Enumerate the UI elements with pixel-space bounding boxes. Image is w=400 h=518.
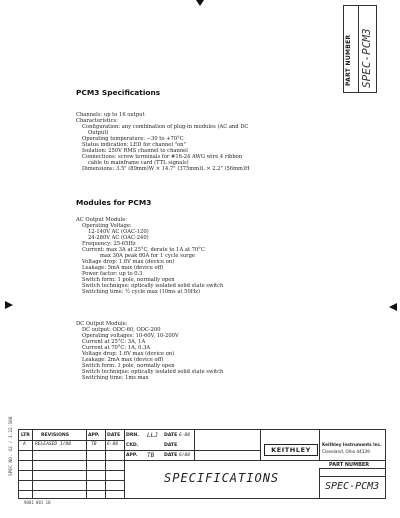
tb-drn-date: 6-88 (179, 433, 191, 438)
tb-drawing-title: SPECIFICATIONS (164, 471, 280, 485)
spec-line: Channels: up to 16 output (76, 112, 145, 118)
ac-line: 12-140V AC (OAC-120) (88, 229, 149, 235)
ac-line: Switch form: 1 pole, normally open (82, 277, 175, 283)
spec-line: Status indication: LED for channel "on" (82, 142, 186, 148)
tb-grid-line (194, 430, 195, 460)
tb-part-number-value: SPEC-PCM3 (325, 481, 380, 492)
dc-line: Current at 25°C: 3A, 1A (82, 339, 146, 345)
tb-ckd-label: CKD. (126, 443, 139, 448)
tb-grid-line (19, 490, 124, 491)
spec-line: cable to mainframe card (TTL signals) (88, 160, 189, 166)
tb-grid-line (124, 430, 125, 498)
tb-app-date-label: DATE (164, 453, 178, 458)
ac-line: 24-280V AC (OAC-240) (88, 235, 149, 241)
tb-rev-description: RELEASED 1/88 (35, 442, 71, 447)
dc-line: Switch form: 1 pole, normally open (82, 363, 175, 369)
spec-line: Dimensions: 3.5" (89mm)W × 14.7" (375mm)L × 2.2" (56mm)H (82, 166, 250, 172)
part-number-divider (358, 6, 359, 92)
tb-app-value: TB (147, 452, 155, 459)
heading-modules-for-pcm3: Modules for PCM3 (76, 198, 152, 207)
tb-grid-line (19, 470, 124, 471)
title-block (18, 429, 386, 499)
tb-grid-line (319, 468, 320, 498)
ac-line: Operating Voltage: (82, 223, 132, 229)
part-number-box (343, 5, 377, 93)
tb-grid-line (19, 440, 124, 441)
tb-grid-line (19, 450, 260, 451)
dc-line: Voltage drop: 1.6V max (device on) (82, 351, 175, 357)
ac-line: Power factor: up to 0.3 (82, 271, 143, 277)
heading-pcm3-specifications: PCM3 Specifications (76, 88, 161, 97)
tb-rev-date: 6-88 (107, 442, 119, 447)
ac-line: Switch technique: optically isolated solid state switch (82, 283, 224, 289)
ac-line: Switching time: ½ cycle max (10ms at 50Hz) (82, 289, 201, 295)
tb-app-date: 6/88 (179, 453, 191, 458)
part-number-value: SPEC-PCM3 (360, 28, 373, 88)
ac-line: Leakage: 5mA max (device off) (82, 265, 164, 271)
tb-drn-date-label: DATE (164, 433, 178, 438)
tb-date-header: DATE (107, 433, 121, 438)
dc-line: DC output: ODC-60, ODC-200 (82, 327, 161, 333)
ac-line: AC Output Module: (76, 217, 128, 223)
dc-line: Switching time: 1ms max (82, 375, 149, 381)
tb-grid-line (19, 460, 385, 461)
tb-grid-line (19, 480, 124, 481)
spec-line: Isolation: 250V RMS channel to channel (82, 148, 188, 154)
tb-company-name: Keithley Instruments Inc. (322, 442, 382, 447)
registration-arrow-left (5, 301, 13, 309)
side-spec-number: SPEC NO. 42 / 1.22.108 (9, 416, 14, 476)
spec-line: Operating temperature: −30 to +70°C (82, 136, 184, 142)
dc-line: Switch technique: optically isolated solid state switch (82, 369, 224, 375)
ac-line: Current: max 3A at 25°C, derate to 1A at 70°C (82, 247, 205, 253)
tb-grid-line (319, 430, 320, 460)
tb-ltr-header: LTR (21, 433, 30, 438)
part-number-label: PART NUMBER (345, 34, 352, 86)
tb-drn-value: LLJ (147, 432, 158, 439)
form-number: 9001 001 1B (24, 500, 51, 505)
registration-arrow-right (389, 303, 397, 311)
dc-line: Current at 70°C: 1A, 0.3A (82, 345, 151, 351)
tb-rev-approval: TB (91, 442, 97, 447)
tb-app-header: APP. (88, 433, 100, 438)
tb-revisions-header: REVISIONS (41, 433, 70, 438)
spec-line: Output) (88, 130, 109, 136)
tb-grid-line (260, 430, 261, 460)
spec-line: Characteristics: (76, 118, 118, 124)
tb-company-address: Cleveland, Ohio 44139 (322, 449, 370, 454)
spec-line: Connections: screw terminals for #16-24 AWG wire 4 ribbon (82, 154, 243, 160)
tb-drn-label: DRN. (126, 433, 139, 438)
keithley-logo: KEITHLEY (264, 444, 318, 456)
tb-app-label: APP. (126, 453, 138, 458)
registration-arrow-top (196, 0, 204, 6)
dc-line: Operating voltages: 10-60V, 10-200V (82, 333, 179, 339)
tb-ckd-date-label: DATE (164, 443, 178, 448)
dc-line: Leakage: 2mA max (device off) (82, 357, 164, 363)
ac-line: max 30A peak 80A for 1 cycle surge (100, 253, 195, 259)
tb-grid-line (319, 476, 385, 477)
tb-grid-line (319, 468, 385, 469)
ac-line: Voltage drop: 1.6V max (device on) (82, 259, 175, 265)
dc-line: DC Output Module: (76, 321, 128, 327)
ac-line: Frequency: 25-65Hz (82, 241, 136, 247)
tb-part-number-label: PART NUMBER (329, 462, 370, 468)
tb-rev-ltr: A (23, 442, 26, 447)
spec-line: Configuration: any combination of plug-in modules (AC and DC (82, 124, 249, 130)
